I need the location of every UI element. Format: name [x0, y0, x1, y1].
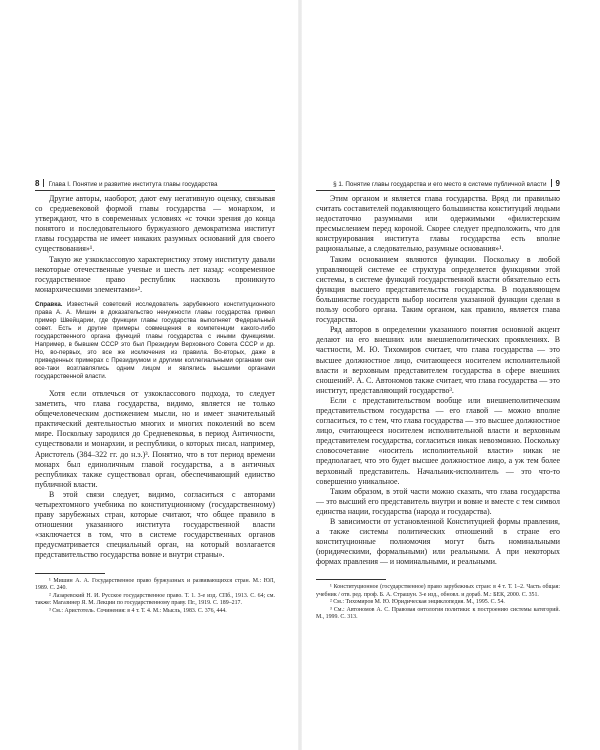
- left-header-rule: [35, 190, 275, 191]
- paragraph: Таким образом, в этой части можно сказать, что глава государства — это высший его представитель внутри и вовне и вместе с тем символ единства нации, государства (народа и государства).: [316, 486, 560, 516]
- paragraph: Такую же узкоклассовую характеристику этому институту давали некоторые отечественные ученые и шесть лет назад: «современное государственное право республик насквозь проникнуто монархическими элементами»².: [35, 254, 275, 294]
- paragraph: Хотя если отвлечься от узкоклассового подхода, то следует заметить, что глава государства, видимо, является не только общечеловеческим достижением мысли, но и имеет значительный практический деятельностью многих и многих поколений во всем мире. Поскольку зародился до Средневековья, в период Античности, существовали и монархии, и республики, о которых писал, например, Аристотель (384–322 гг. до н.э.)³. Понятно, что в тот период времени монарх был единоличным главой государства, а в античных республиках также существовал орган, обеспечивающий единство публичной власти.: [35, 388, 275, 489]
- right-page: [300, 0, 600, 750]
- right-header-rule: [316, 190, 560, 191]
- paragraph: Ряд авторов в определении указанного понятия основной акцент делают на его внешних или внешнеполитических проявлениях. В частности, М. Ю. Тихомиров считает, что глава государства — это высшее должностное лицо, считающееся носителем исполнительной власти и верховным представителем государства в сфере внешних сношений². А. С. Автономов также считает, что глава государства — это институт, представляющий государство³.: [316, 325, 560, 395]
- header-separator: [551, 179, 552, 187]
- left-page-number: 8: [35, 179, 40, 188]
- footnote-rule: [316, 579, 386, 580]
- note-text: Известный советский исследователь зарубежного конституционного права А. А. Мишин в доказательство ненужности главы государства привел пример Швейцарии, где функции главы государства выполняет Федеральный совет. Есть и другие примеры совмещения в компетенции какого-либо государственного органа функций главы государства с иными функциями. Например, в бывшем СССР это был Президиум Верховного Совета СССР и др. Но, во-первых, это все же исключения из правила. Во-вторых, даже в приведенных примерах с Президиумом и другими коллегиальными органами они все-таки возглавлялись одним лицом и являлись высшими органами государственной власти.: [35, 300, 275, 380]
- footnote-rule: [35, 573, 105, 574]
- left-running-head: Глава I. Понятие и развитие института главы государства: [48, 181, 218, 188]
- paragraph: Этим органом и является глава государства. Вряд ли правильно считать составителей подавляющего большинства конституций людьми недостаточно разумными или одержимыми «филистерским пресмыслением перед короной. Скорее следует предположить, что для конструирования института главы государства есть вполне рациональные, а следовательно, разумные основания»¹.: [316, 194, 560, 254]
- paragraph: В этой связи следует, видимо, согласиться с авторами четырехтомного учебника по конституционному (государственному) праву зарубежных стран, которые считают, что общее правило в отношении указанного института государственной власти «заключается в том, что в системе государственных органов предусматривается специальный орган, на который возлагается представительство государства вовне и внутри страны».: [35, 489, 275, 560]
- right-running-head: § 1. Понятие главы государства и его место в системе публичной власти: [333, 181, 547, 188]
- right-page-number: 9: [555, 179, 560, 188]
- right-body-text: [316, 194, 560, 622]
- note-title: Справка.: [35, 300, 63, 308]
- footnote: ² См.: Тихомиров М. Ю. Юридическая энциклопедия. М., 1995. С. 54.: [330, 599, 505, 606]
- paragraph: Таким основанием являются функции. Поскольку в любой управляющей системе ее структура определяется функциями этой системы, в системе функций государственной власти обязательно есть функция высшего представительства государства. В подавляющем большинстве государств выбор носителя указанной функции сделан в пользу особого органа. Таким органом, как правило, является глава государства.: [316, 254, 560, 325]
- paragraph: Если с представительством вообще или внешнеполитическим представительством государства — его главой — можно вполне согласиться, то с тем, что глава государства — это высшее должностное лицо, считающееся носителем исполнительной власти и верховным представителем государства, согласиться никак невозможно. Поскольку словосочетание «носитель исполнительной власти» никак не предполагает, что это будет высшее должностное лицо, а уж тем более верховный представитель. Начальник-исполнитель — это что-то совершенно уникальное.: [316, 395, 560, 486]
- reference-note: [35, 301, 275, 381]
- footnote: ³ См.: Аристотель. Сочинения: в 4 т. Т. 4. М.: Мысль, 1983. С. 376, 444.: [49, 607, 227, 614]
- footnote: ¹ Конституционное (государственное) право зарубежных стран: в 4 т. Т. 1–2. Часть общая: учебник / отв. ред. проф. Б. А. Страшун. 3-е изд., обновл. и дораб. М.: БЕК, 2000. С. 351.: [316, 584, 560, 598]
- right-running-header: [316, 178, 560, 190]
- header-separator: [43, 179, 44, 187]
- left-body-text: [35, 194, 275, 615]
- paragraph: В зависимости от установленной Конституцией формы правления, а также системы политических отношений в стране его конституционные полномочия могут быть номинальными (юридическими, формальными) или реальными. А при некоторых формах правления — и номинальными, и реальными.: [316, 517, 560, 567]
- paragraph: Другие авторы, наоборот, дают ему негативную оценку, связывая со средневековой формой главы государства — монархом, и утверждают, что в современных условиях «с точки зрения до конца понятого и последовательного буржуазного демократизма институт главы государства не имеет никаких разумных оснований для своего существования»¹.: [35, 194, 275, 254]
- footnote: ¹ Мишин А. А. Государственное право буржуазных и развивающихся стран. М.: ЮЛ, 1989. С. 240.: [35, 577, 275, 592]
- footnote: ³ См.: Автономов А. С. Правовая онтология политики: к построению системы категорий. М., 1999. С. 313.: [316, 606, 560, 621]
- left-running-header: [35, 178, 275, 190]
- footnote: ² Лазаревский Н. И. Русское государственное право. Т. 1. 3-е изд. СПб., 1913. С. 64; см. также: Магазинер Я. М. Лекции по государственному праву. Пг., 1919. С. 189–217.: [35, 592, 275, 607]
